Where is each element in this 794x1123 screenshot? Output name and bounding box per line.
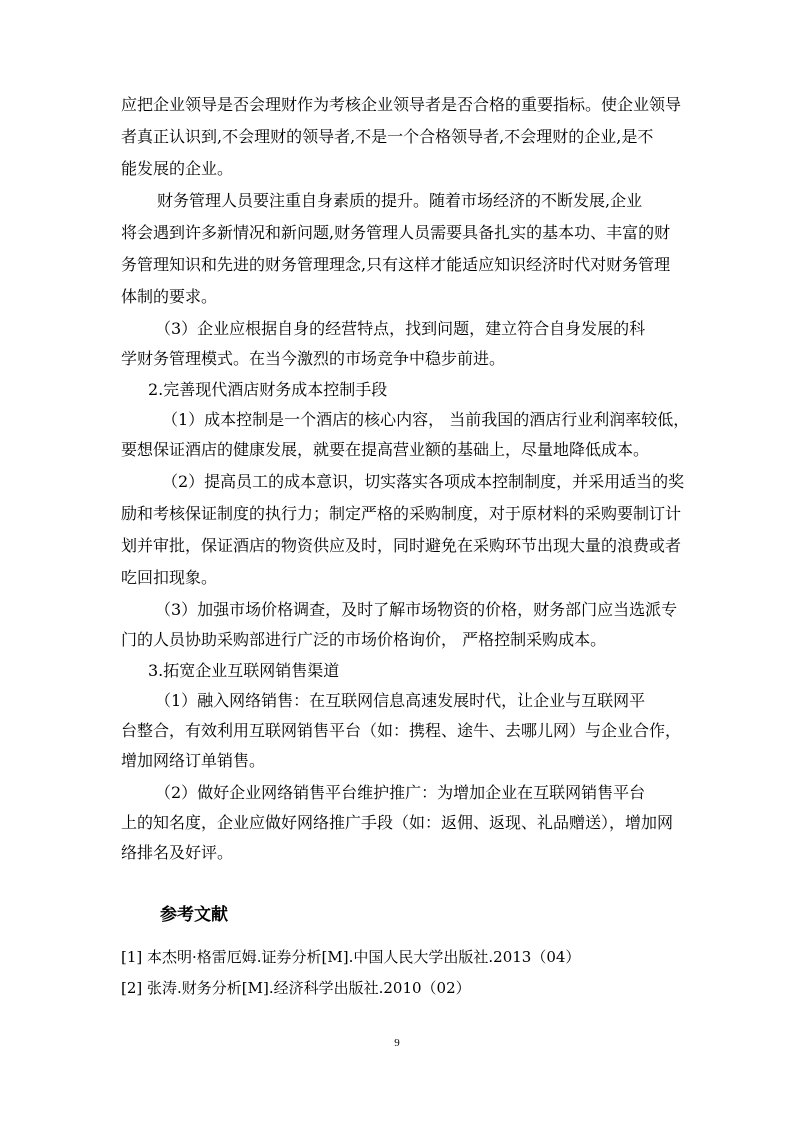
body-line: 要想保证酒店的健康发展，就要在提高营业额的基础上，尽量地降低成本。 [121, 440, 650, 459]
body-line: 励和考核保证制度的执行力；制定严格的采购制度，对于原材料的采购要制订计 [121, 504, 682, 523]
body-line: （2）做好企业网络销售平台维护推广：为增加企业在互联网销售平台 [155, 783, 646, 802]
body-line: 增加网络订单销售。 [121, 751, 266, 770]
body-line: （1）成本控制是一个酒店的核心内容， 当前我国的酒店行业利润率较低， [162, 410, 690, 429]
body-line: （3）企业应根据自身的经营特点，找到问题，建立符合自身发展的科 [155, 319, 646, 338]
page-number: 9 [394, 1037, 400, 1049]
section-heading: 2.完善现代酒店财务成本控制手段 [148, 380, 388, 399]
body-line: 能发展的企业。 [121, 159, 234, 178]
section-heading: 3.拓宽企业互联网销售渠道 [148, 661, 340, 680]
body-line: 络排名及好评。 [121, 843, 234, 862]
body-line: 者真正认识到,不会理财的领导者,不是一个合格领导者,不会理财的企业,是不 [121, 127, 654, 146]
body-line: 将会遇到许多新情况和新问题,财务管理人员需要具备扎实的基本功、丰富的财 [121, 223, 671, 242]
body-line: 学财务管理模式。在当今激烈的市场竞争中稳步前进。 [121, 349, 506, 368]
body-line: （3）加强市场价格调查，及时了解市场物资的价格，财务部门应当选派专 [155, 600, 678, 619]
references-heading: 参考文献 [160, 905, 228, 925]
body-line: （2）提高员工的成本意识，切实落实各项成本控制制度，并采用适当的奖 [162, 472, 685, 491]
body-line: 财务管理人员要注重自身素质的提升。随着市场经济的不断发展,企业 [157, 191, 643, 210]
body-line: 上的知名度，企业应做好网络推广手段（如：返佣、返现、礼品赠送），增加网 [121, 813, 674, 832]
body-line: 吃回扣现象。 [121, 568, 218, 587]
body-line: 应把企业领导是否会理财作为考核企业领导者是否合格的重要指标。使企业领导 [121, 95, 682, 114]
body-line: （1）融入网络销售：在互联网信息高速发展时代，让企业与互联网平 [155, 691, 646, 710]
body-line: 体制的要求。 [121, 287, 218, 306]
body-line: 门的人员协助采购部进行广泛的市场价格询价， 严格控制采购成本。 [121, 630, 607, 649]
reference-item: [1] 本杰明·格雷厄姆.证券分析[M].中国人民大学出版社.2013（04） [121, 948, 581, 966]
reference-item: [2] 张涛.财务分析[M].经济科学出版社.2010（02） [121, 979, 471, 997]
body-line: 台整合，有效利用互联网销售平台（如：携程、途牛、去哪儿网）与企业合作， [121, 721, 682, 740]
body-line: 划并审批，保证酒店的物资供应及时，同时避免在采购环节出现大量的浪费或者 [121, 536, 682, 555]
body-line: 务管理知识和先进的财务管理理念,只有这样才能适应知识经济时代对财务管理 [121, 255, 671, 274]
